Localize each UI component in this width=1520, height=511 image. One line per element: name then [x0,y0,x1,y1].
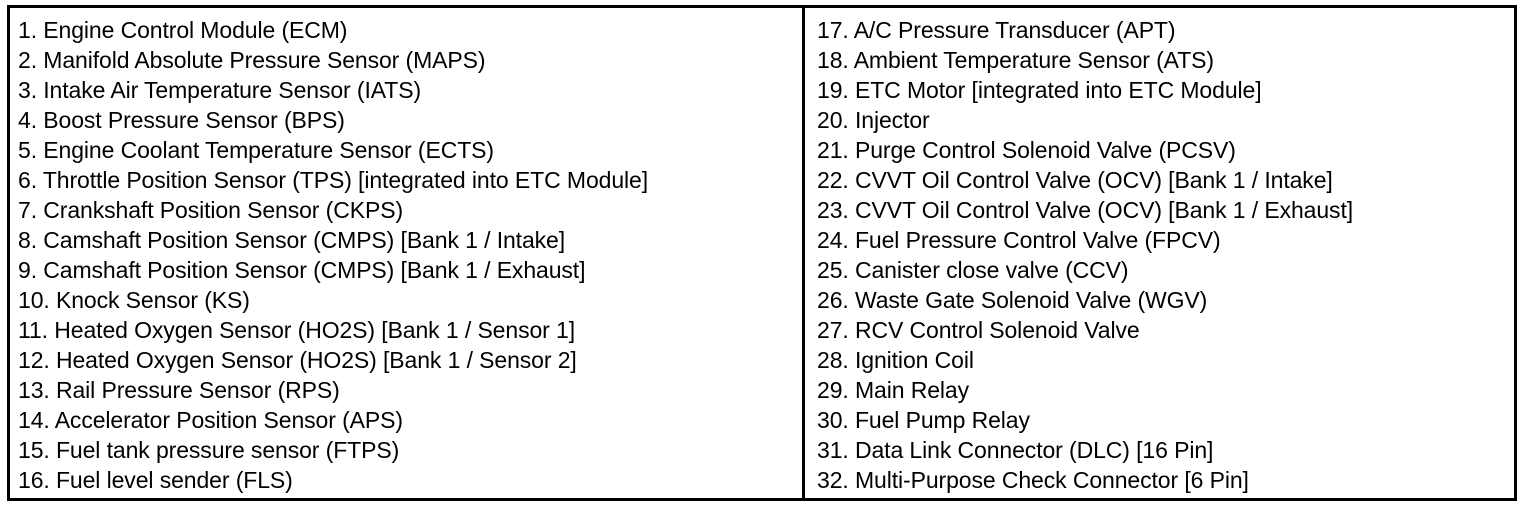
list-item: 18. Ambient Temperature Sensor (ATS) [817,47,1214,73]
list-item: 19. ETC Motor [integrated into ETC Module] [817,77,1262,103]
list-item: 13. Rail Pressure Sensor (RPS) [18,377,340,403]
list-item: 4. Boost Pressure Sensor (BPS) [18,107,345,133]
list-item: 9. Camshaft Position Sensor (CMPS) [Bank 1 / Exhaust] [18,257,586,283]
list-item: 2. Manifold Absolute Pressure Sensor (MAPS) [18,47,486,73]
list-item: 6. Throttle Position Sensor (TPS) [integrated into ETC Module] [18,167,649,193]
list-item: 22. CVVT Oil Control Valve (OCV) [Bank 1 / Intake] [817,167,1333,193]
list-item: 31. Data Link Connector (DLC) [16 Pin] [817,437,1214,463]
right-column [805,8,1514,498]
list-item: 7. Crankshaft Position Sensor (CKPS) [18,197,404,223]
list-item: 14. Accelerator Position Sensor (APS) [18,407,403,433]
list-item: 21. Purge Control Solenoid Valve (PCSV) [817,137,1236,163]
list-item: 23. CVVT Oil Control Valve (OCV) [Bank 1 / Exhaust] [817,197,1354,223]
list-item: 10. Knock Sensor (KS) [18,287,250,313]
component-list-table [7,5,1517,501]
list-item: 16. Fuel level sender (FLS) [18,467,293,493]
list-item: 15. Fuel tank pressure sensor (FTPS) [18,437,400,463]
list-item: 3. Intake Air Temperature Sensor (IATS) [18,77,422,103]
left-column [10,8,805,498]
list-item: 32. Multi-Purpose Check Connector [6 Pin] [817,467,1249,493]
list-item: 27. RCV Control Solenoid Valve [817,317,1140,343]
list-item: 20. Injector [817,107,930,133]
list-item: 17. A/C Pressure Transducer (APT) [817,17,1176,43]
list-item: 24. Fuel Pressure Control Valve (FPCV) [817,227,1221,253]
list-item: 28. Ignition Coil [817,347,974,373]
list-item: 11. Heated Oxygen Sensor (HO2S) [Bank 1 / Sensor 1] [18,317,575,343]
list-item: 25. Canister close valve (CCV) [817,257,1129,283]
list-item: 12. Heated Oxygen Sensor (HO2S) [Bank 1 / Sensor 2] [18,347,577,373]
list-item: 5. Engine Coolant Temperature Sensor (ECTS) [18,137,494,163]
list-item: 30. Fuel Pump Relay [817,407,1030,433]
list-item: 26. Waste Gate Solenoid Valve (WGV) [817,287,1208,313]
list-item: 8. Camshaft Position Sensor (CMPS) [Bank 1 / Intake] [18,227,566,253]
list-item: 1. Engine Control Module (ECM) [18,17,348,43]
list-item: 29. Main Relay [817,377,970,403]
